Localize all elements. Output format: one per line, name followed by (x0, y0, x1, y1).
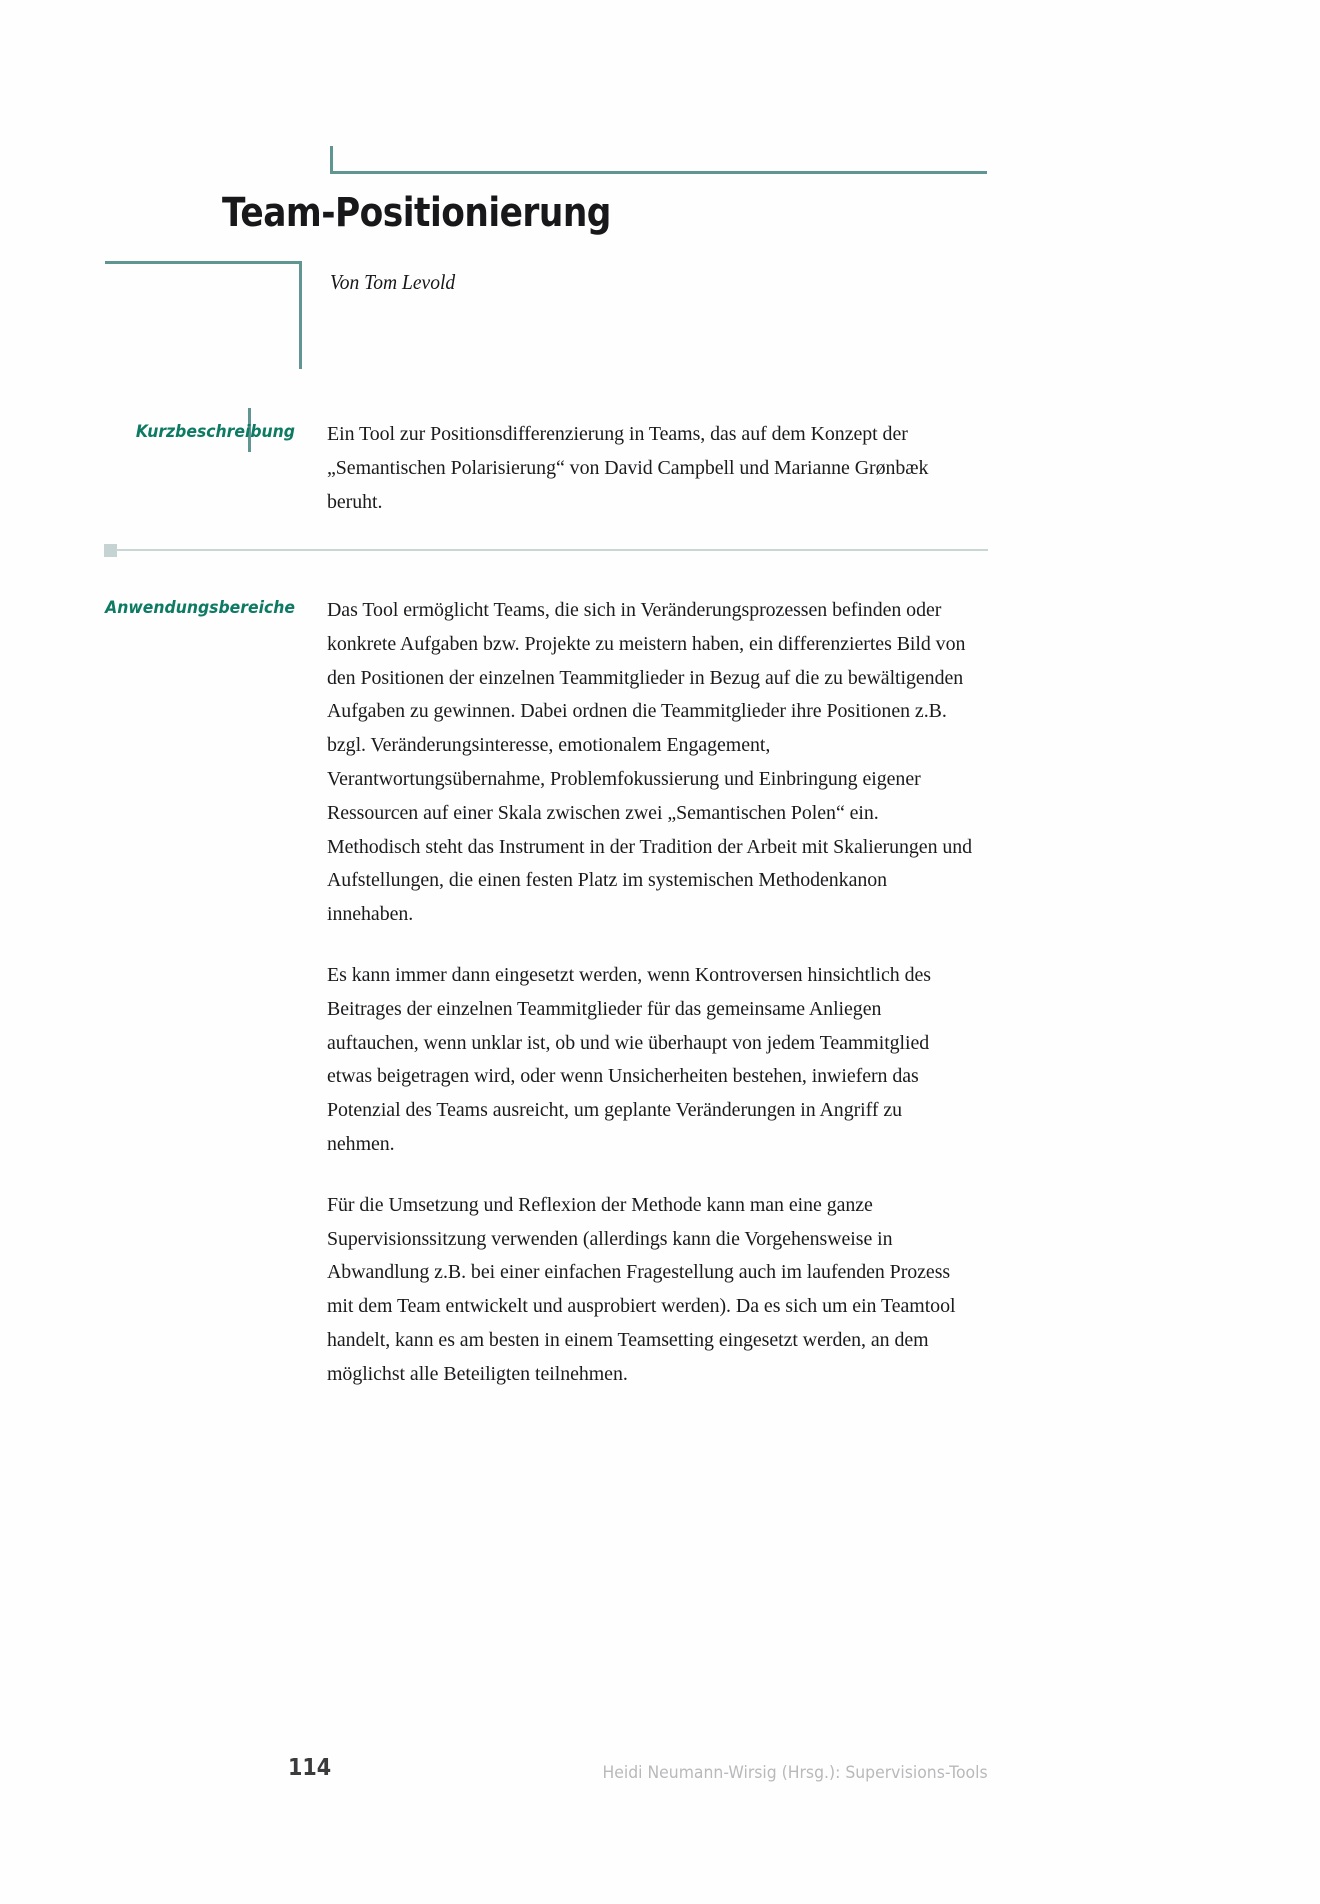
section-divider (104, 544, 988, 558)
page-title: Team-Positionierung (222, 190, 611, 236)
divider-line (116, 549, 988, 551)
footer-credit: Heidi Neumann-Wirsig (Hrsg.): Supervisions-Tools (602, 1763, 988, 1783)
byline-bracket-vertical-rule (299, 261, 302, 369)
paragraph: Ein Tool zur Positionsdifferenzierung in Teams, das auf dem Konzept der „Semantischen Polarisierung“ von David Campbell und Marianne Grønbæk beruht. (327, 423, 929, 513)
paragraph: Das Tool ermöglicht Teams, die sich in Veränderungsprozessen befinden oder konkrete Aufgaben bzw. Projekte zu meistern haben, ein differenziertes Bild von den Positionen der einzelnen Teammitglieder in Bezug auf die zu bewältigenden Aufgaben zu gewinnen. Dabei ordnen die Teammitglieder ihre Positionen z.B. bzgl. Veränderungsinteresse, emotionalem Engagement, Verantwortungsübernahme, Problemfokussierung und Einbringung eigener Ressourcen auf einer Skala zwischen zwei „Semantischen Polen“ ein. Methodisch steht das Instrument in der Tradition der Arbeit mit Skalierungen und Aufstellungen, die einen festen Platz im systemischen Methodenkanon innehaben. (327, 599, 973, 926)
header-bracket-vertical-rule (330, 146, 333, 174)
author-byline: Von Tom Levold (330, 270, 456, 294)
page-number: 114 (288, 1755, 332, 1781)
section-body-anwendungsbereiche (327, 594, 992, 1392)
paragraph: Es kann immer dann eingesetzt werden, wenn Kontroversen hinsichtlich des Beitrages der einzelnen Teammitglieder für das gemeinsame Anliegen auftauchen, wenn unklar ist, ob und wie überhaupt von jedem Teammitglied etwas beigetragen wird, oder wenn Unsicherheiten bestehen, inwiefern das Potenzial des Teams ausreicht, um geplante Veränderungen in Angriff zu nehmen. (327, 963, 931, 1155)
section-body-kurzbeschreibung (327, 418, 992, 519)
section-label-anwendungsbereiche: Anwendungsbereiche (105, 598, 295, 618)
section-label-kurzbeschreibung: Kurzbeschreibung (135, 422, 295, 442)
paragraph: Für die Umsetzung und Reflexion der Methode kann man eine ganze Supervisionssitzung verwenden (allerdings kann die Vorgehensweise in Abwandlung z.B. bei einer einfachen Fragestellung auch im laufenden Prozess mit dem Team entwickelt und ausprobiert werden). Da es sich um ein Teamtool handelt, kann es am besten in einem Teamsetting eingesetzt werden, an dem möglichst alle Beteiligten teilnehmen. (327, 1193, 956, 1385)
header-bracket-horizontal-rule (330, 171, 987, 174)
byline-bracket-horizontal-rule (105, 261, 302, 264)
